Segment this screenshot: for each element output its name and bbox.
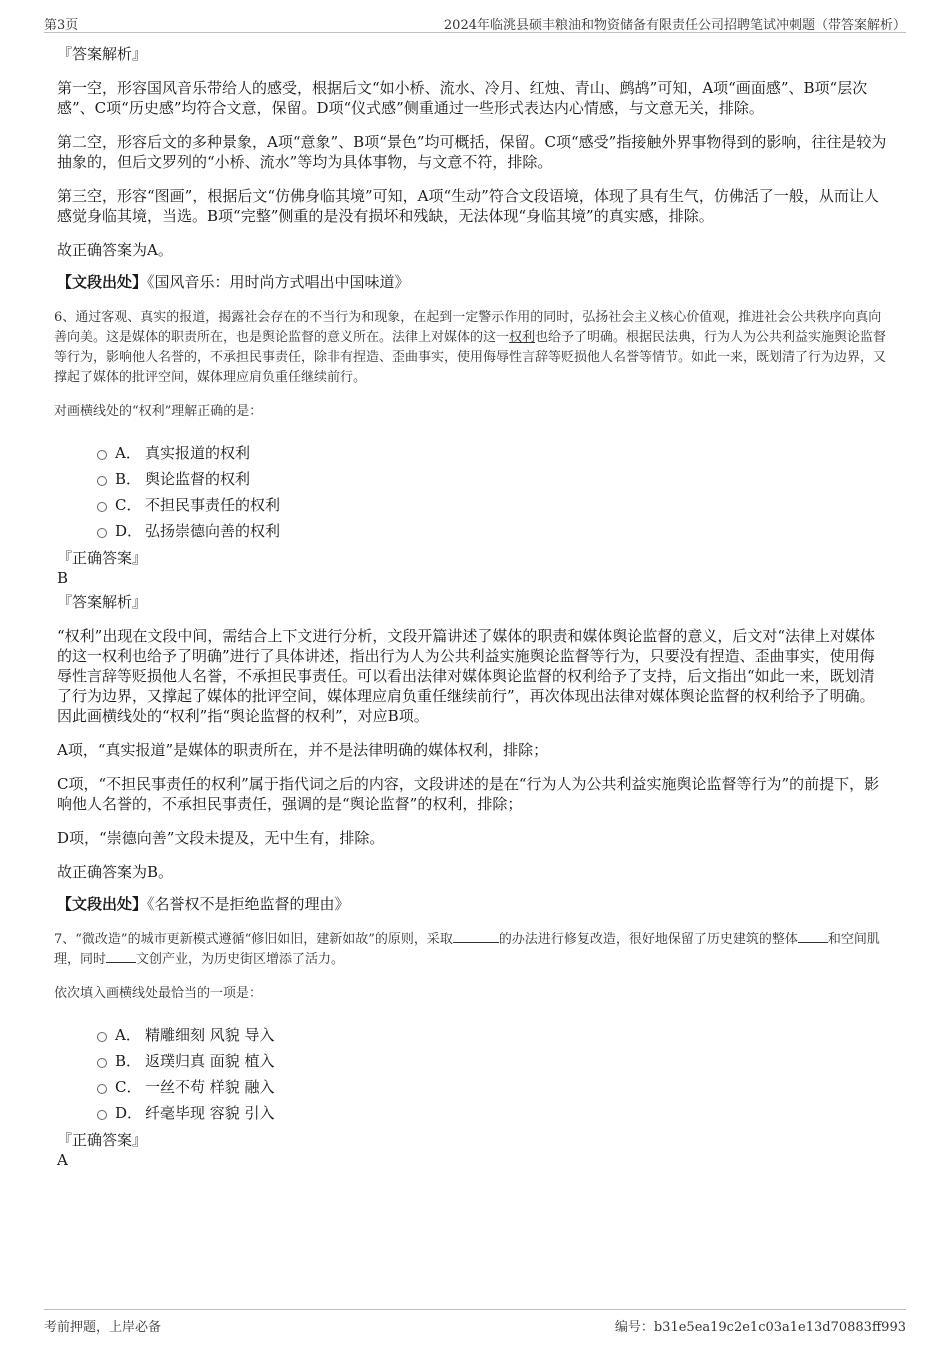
q6-option-d[interactable]: D． 弘扬崇德向善的权利 [97,518,887,544]
document-id: 编号：b31e5ea19c2e1c03a1e13d70883ff993 [614,1320,906,1335]
q5-conclusion: 故正确答案为A。 [57,241,173,259]
q6-option-b[interactable]: B． 舆论监督的权利 [97,466,887,492]
q6-option-a[interactable]: A． 真实报道的权利 [97,440,887,466]
q5-analysis-p1: 第一空，形容国风音乐带给人的感受，根据后文“如小桥、流水、冷月、红烛、青山、鹧鸪”可知，A项“画面感”、B项“层次感”、C项“历史感”均符合文意，保留。D项“仪式感”侧重通过一些形式表达内心情感，与文意无关，排除。 [57,79,868,117]
footer-slogan: 考前押题，上岸必备 [44,1320,162,1335]
q7-option-a[interactable]: A． 精雕细刻 风貌 导入 [97,1022,887,1048]
document-title: 2024年临洮县硕丰粮油和物资储备有限责任公司招聘笔试冲刺题（带答案解析） [443,18,906,33]
q6-prompt: 对画横线处的“权利”理解正确的是： [54,404,263,419]
q7-option-b[interactable]: B． 返璞归真 面貌 植入 [97,1048,887,1074]
q6-question [54,308,887,388]
page-number: 第3页 [44,18,79,33]
q6-options [97,440,887,544]
blank-1 [453,930,499,943]
q5-analysis-label: 『答案解析』 [57,45,148,63]
page-content [54,44,887,1174]
q7-question: 7、“微改造”的城市更新模式遵循“修旧如旧，建新如故”的原则，采取 的办法进行修复改造，很好地保留了历史建筑的整体 和空间肌理，同时 文创产业，为历史街区增添了活力。 [54,932,880,967]
q5-source-tag: 【文段出处】 [57,273,148,291]
radio-icon[interactable] [97,1110,107,1120]
q6-answer-label: 『正确答案』 [57,549,148,567]
q6-source [57,894,887,914]
q6-underlined-word: 权利 [509,330,536,345]
q6-option-c[interactable]: C． 不担民事责任的权利 [97,492,887,518]
blank-2 [798,930,828,943]
radio-icon[interactable] [97,1084,107,1094]
q5-analysis-p3: 第三空，形容“图画”，根据后文“仿佛身临其境”可知，A项“生动”符合文段语境，体现了具有生气，仿佛活了一般，从而让人感觉身临其境，当选。B项“完整”侧重的是没有损坏和残缺，无法体现“身临其境”的真实感，排除。 [57,187,879,225]
q6-text-after: 也给予了明确。根据民法典，行为人为公共利益实施舆论监督等行为，影响他人名誉的，不承担民事责任，除非有捏造、歪曲事实，使用侮辱性言辞等贬损他人名誉等情节。如此一来，既划清了行为边界，又撑起了媒体的批评空间，媒体理应肩负重任继续前行。 [54,330,887,385]
q6-analysis-p1: “权利”出现在文段中间，需结合上下文进行分析，文段开篇讲述了媒体的职责和媒体舆论监督的意义，后文对“法律上对媒体的这一权利也给予了明确”进行了具体讲述，指出行为人为公共利益实施舆论监督等行为，只要没有捏造、歪曲事实，使用侮辱性言辞等贬损他人名誉，不承担民事责任。可以看出法律对媒体舆论监督的权利给予了支持，后文指出“如此一来，既划清了行为边界，又撑起了媒体的批评空间，媒体理应肩负重任继续前行”，再次体现出法律对媒体舆论监督的权利给予了明确。因此画横线处的“权利”指“舆论监督的权利”，对应B项。 [57,627,876,725]
q7-option-d[interactable]: D． 纤毫毕现 容貌 引入 [97,1100,887,1126]
q6-analysis-label: 『答案解析』 [57,593,148,611]
q7-prompt: 依次填入画横线处最恰当的一项是： [54,986,263,1001]
q5-source [57,272,887,292]
q7-options [97,1022,887,1126]
q5-analysis-p2: 第二空，形容后文的多种景象，A项“意象”、B项“景色”均可概括，保留。C项“感受”指接触外界事物得到的影响，往往是较为抽象的，但后文罗列的“小桥、流水”等均为具体事物，与文意不符，排除。 [57,133,887,171]
q6-analysis-p3: C项，“不担民事责任的权利”属于指代词之后的内容，文段讲述的是在“行为人为公共利益实施舆论监督等行为”的前提下，影响他人名誉的，不承担民事责任，强调的是“舆论监督”的权利，排除； [57,775,880,813]
q6-analysis-p2: A项，“真实报道”是媒体的职责所在，并不是法律明确的媒体权利，排除； [57,741,549,759]
blank-3 [106,950,136,963]
q6-analysis-p4: D项，“崇德向善”文段未提及，无中生有，排除。 [57,829,385,847]
q7-answer-label: 『正确答案』 [57,1131,148,1149]
q6-text-before: 6、通过客观、真实的报道，揭露社会存在的不当行为和现象，在起到一定警示作用的同时，弘扬社会主义核心价值观，推进社会公共秩序向真向善向美。这是媒体的职责所在，也是舆论监督的意义所在。法律上对媒体的这一 [54,310,882,345]
q5-source-title: 《国风音乐：用时尚方式唱出中国味道》 [147,273,410,291]
radio-icon[interactable] [97,1058,107,1068]
q7-answer: A [57,1151,68,1169]
radio-icon[interactable] [97,450,107,460]
radio-icon[interactable] [97,476,107,486]
q6-conclusion: 故正确答案为B。 [57,863,174,881]
page-header [44,12,906,33]
q6-source-tag: 【文段出处】 [57,895,148,913]
page-footer [44,1309,906,1334]
q6-answer: B [57,569,69,587]
q7-option-c[interactable]: C． 一丝不苟 样貌 融入 [97,1074,887,1100]
q6-source-title: 《名誉权不是拒绝监督的理由》 [147,895,350,913]
radio-icon[interactable] [97,502,107,512]
radio-icon[interactable] [97,1032,107,1042]
radio-icon[interactable] [97,528,107,538]
